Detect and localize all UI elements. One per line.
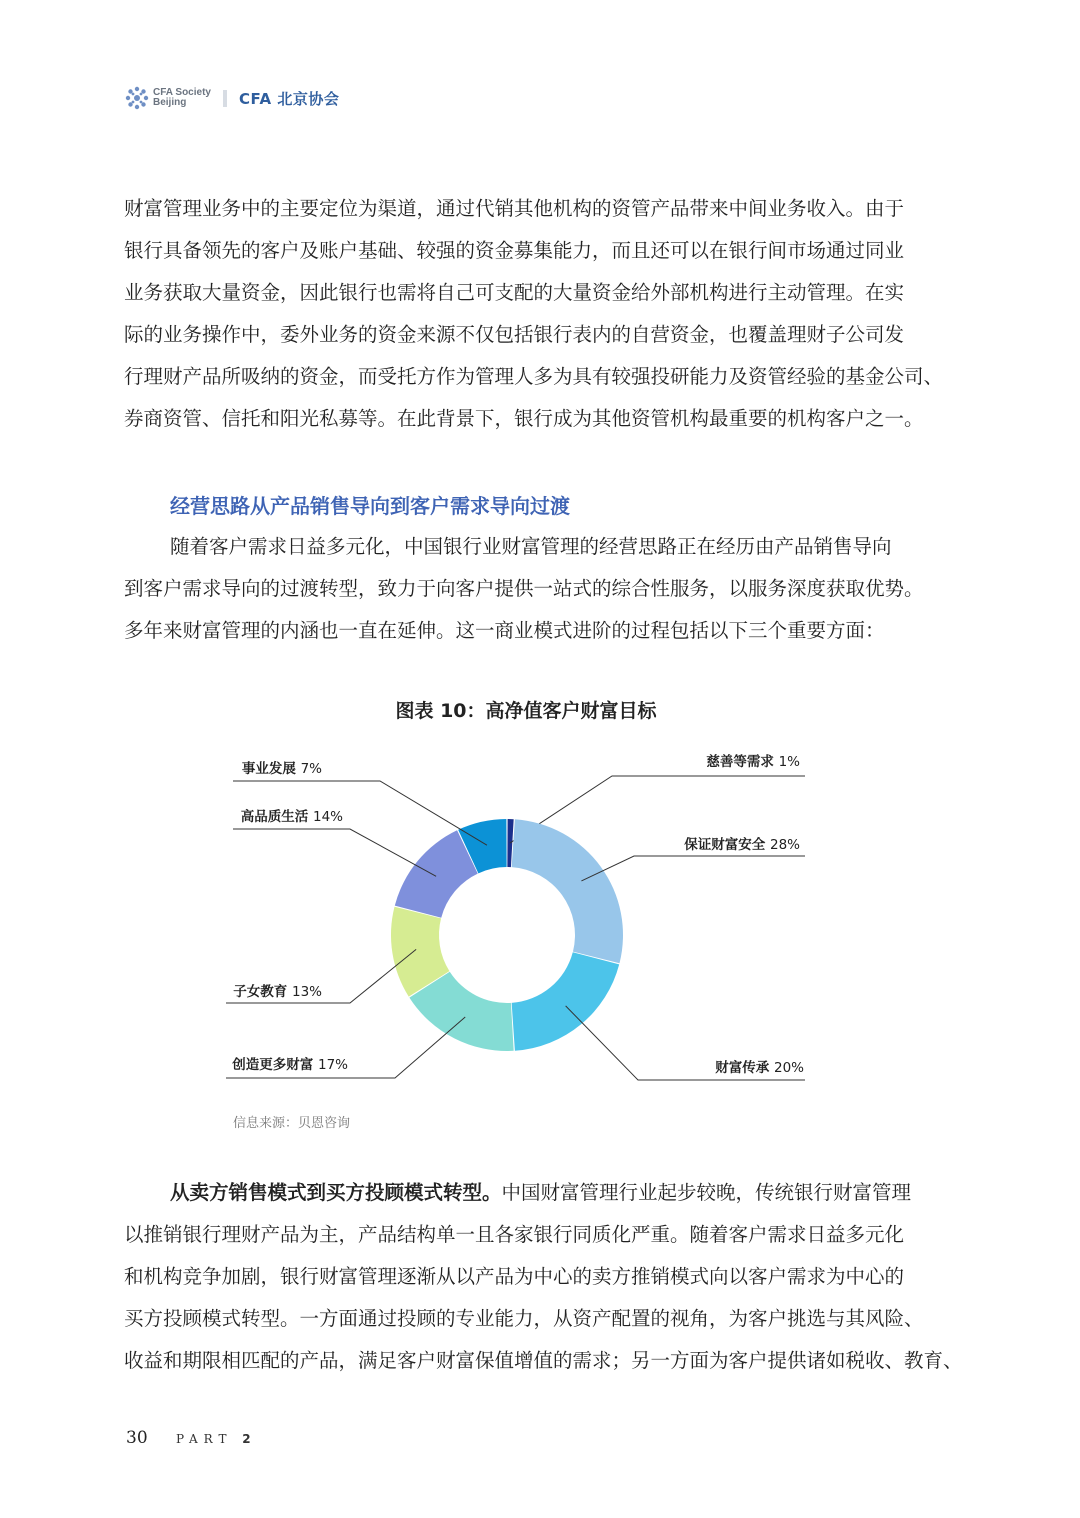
logo-line2: Beijing bbox=[153, 97, 187, 108]
text-line: 以推销银行理财产品为主，产品结构单一且各家银行同质化严重。随着客户需求日益多元化 bbox=[124, 1223, 905, 1246]
text-line bbox=[124, 1172, 954, 1214]
text-line: 多年来财富管理的内涵也一直在延伸。这一商业模式进阶的过程包括以下三个重要方面： bbox=[124, 619, 885, 642]
text-line: 券商资管、信托和阳光私募等。在此背景下，银行成为其他资管机构最重要的机构客户之一。 bbox=[124, 407, 924, 430]
lead-bold-text: 从卖方销售模式到买方投顾模式转型。 bbox=[170, 1181, 502, 1204]
slice-label: 保证财富安全 28% bbox=[684, 837, 800, 853]
part-label bbox=[176, 1432, 257, 1446]
text-line: 和机构竞争加剧，银行财富管理逐渐从以产品为中心的卖方推销模式向以客户需求为中心的 bbox=[124, 1265, 905, 1288]
logo-line1: CFA Society bbox=[153, 87, 211, 98]
section-title: 经营思路从产品销售导向到客户需求导向过渡 bbox=[170, 494, 570, 518]
chart-title: 图表 10：高净值客户财富目标 bbox=[395, 700, 657, 722]
slice-label: 慈善等需求 1% bbox=[706, 754, 800, 770]
slice-label: 事业发展 7% bbox=[241, 761, 322, 777]
slice-label: 子女教育 13% bbox=[233, 984, 322, 1000]
org-name: CFA 北京协会 bbox=[239, 89, 340, 108]
leader-line bbox=[233, 829, 436, 876]
part-number: 2 bbox=[242, 1432, 257, 1446]
text-line: 际的业务操作中，委外业务的资金来源不仅包括银行表内的自营资金，也覆盖理财子公司发 bbox=[124, 323, 905, 346]
slice-label: 财富传承 20% bbox=[715, 1060, 804, 1076]
text-line: 银行具备领先的客户及账户基础、较强的资金募集能力，而且还可以在银行间市场通过同业 bbox=[124, 239, 905, 262]
page-number: 30 bbox=[126, 1428, 148, 1448]
part-word: PART bbox=[176, 1432, 233, 1446]
closing-paragraph bbox=[124, 1172, 963, 1382]
text-line: 业务获取大量资金，因此银行也需将自己可支配的大量资金给外部机构进行主动管理。在实 bbox=[124, 281, 905, 304]
leader-line bbox=[581, 856, 805, 881]
text-line: 随着客户需求日益多元化，中国银行业财富管理的经营思路正在经历由产品销售导向 bbox=[170, 535, 892, 558]
text-line: 收益和期限相匹配的产品，满足客户财富保值增值的需求；另一方面为客户提供诸如税收、教育、 bbox=[124, 1349, 963, 1372]
slice-label: 高品质生活 14% bbox=[240, 809, 343, 825]
lead-rest-text: 中国财富管理行业起步较晚，传统银行财富管理 bbox=[501, 1181, 912, 1204]
text-line: 财富管理业务中的主要定位为渠道，通过代销其他机构的资管产品带来中间业务收入。由于 bbox=[124, 197, 905, 220]
chart-source: 信息来源：贝恩咨询 bbox=[233, 1116, 351, 1131]
pie-slice bbox=[512, 819, 623, 963]
pie-slice bbox=[512, 952, 620, 1050]
text-line: 行理财产品所吸纳的资金，而受托方作为管理人多为具有较强投研能力及资管经验的基金公司、 bbox=[124, 365, 944, 388]
slice-label: 创造更多财富 17% bbox=[232, 1057, 348, 1073]
text-line: 到客户需求导向的过渡转型，致力于向客户提供一站式的综合性服务，以服务深度获取优势。 bbox=[124, 577, 924, 600]
text-line: 买方投顾模式转型。一方面通过投顾的专业能力，从资产配置的视角，为客户挑选与其风险、 bbox=[124, 1307, 924, 1330]
